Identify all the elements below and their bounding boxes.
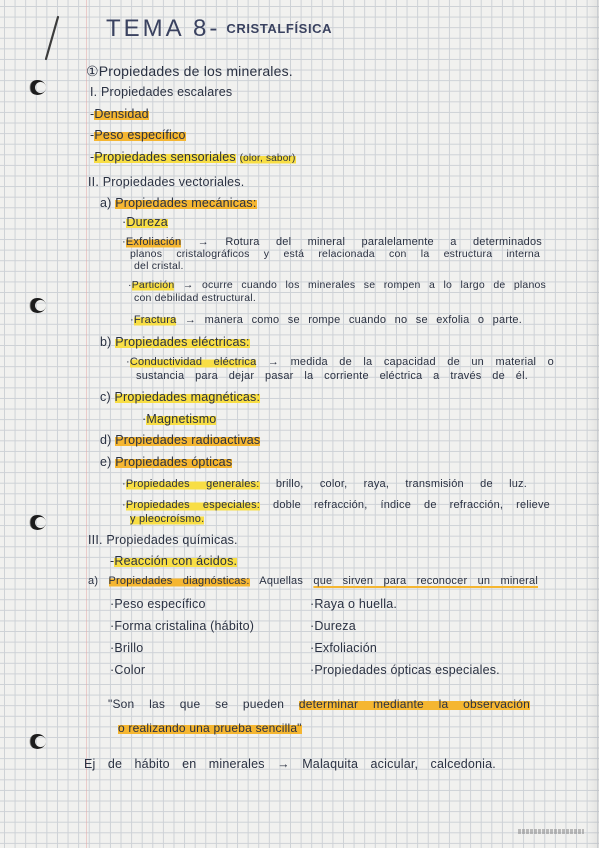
- list-item-label: Brillo: [114, 641, 144, 655]
- subheading-marker: a): [88, 575, 99, 587]
- title-topic: CRISTALFÍSICA: [226, 21, 333, 36]
- list-item: [142, 411, 216, 427]
- dash-bullet: -: [90, 150, 95, 164]
- quote-text: o realizando una prueba sencilla": [118, 721, 302, 735]
- quote-line: [108, 696, 530, 712]
- heading-vector-properties: II. Propiedades vectoriales.: [88, 175, 245, 189]
- quote-line: [118, 720, 302, 736]
- definition-text: doble refracción, índice de refracción, relieve: [273, 499, 550, 511]
- term-special-properties: Propiedades especiales:: [125, 499, 261, 511]
- subheading-label: Propiedades magnéticas:: [114, 390, 261, 404]
- subheading-label: Propiedades diagnósticas:: [108, 575, 250, 587]
- example-line: [84, 756, 496, 772]
- list-item: [310, 596, 397, 612]
- subheading-radioactive: [100, 432, 260, 448]
- binder-hole: [29, 515, 46, 530]
- optical-general-line: [122, 477, 527, 491]
- list-item: [110, 618, 254, 634]
- margin-line: [86, 0, 87, 848]
- definition-text: manera como se rompe cuando no se exfolia o parte.: [204, 314, 523, 326]
- list-item-label: Forma cristalina (hábito): [114, 619, 255, 633]
- definition-text: Rotura del mineral paralelamente a determinados: [225, 236, 543, 248]
- dot-bullet: ·: [122, 215, 127, 229]
- term-general-properties: Propiedades generales:: [125, 478, 260, 490]
- cleavage-definition-line: [122, 235, 542, 249]
- dot-bullet: ·: [142, 412, 147, 426]
- dash-bullet: -: [90, 128, 95, 142]
- definition-text: que sirven para reconocer un mineral: [313, 575, 539, 587]
- dot-bullet: ·: [122, 478, 126, 490]
- page-title: [106, 14, 332, 44]
- subheading-optical: [100, 454, 232, 470]
- subheading-mechanical: [100, 195, 257, 211]
- right-arrow-icon: →: [267, 356, 280, 368]
- term-conductivity: Conductividad eléctrica: [129, 356, 257, 368]
- list-item-label: Propiedades sensoriales: [94, 150, 236, 164]
- parting-definition-line: [128, 279, 546, 292]
- definition-text: ocurre cuando los minerales se rompen a lo largo de planos: [202, 279, 547, 291]
- list-item: [110, 596, 206, 612]
- subheading-magnetic: [100, 389, 260, 405]
- dot-bullet: ·: [122, 499, 126, 511]
- title-lead: TEMA 8-: [106, 15, 221, 42]
- list-item-label: Propiedades ópticas especiales.: [314, 663, 500, 677]
- list-item-note: (olor, sabor): [239, 153, 296, 164]
- subheading-marker: b): [100, 335, 112, 349]
- definition-text: brillo, color, raya, transmisión de luz.: [275, 478, 527, 490]
- list-item: [110, 640, 143, 656]
- definition-lead: Aquellas: [259, 575, 304, 587]
- subheading-marker: a): [100, 196, 112, 210]
- list-item-label: Peso específico: [114, 597, 206, 611]
- dot-bullet: ·: [310, 641, 315, 655]
- optical-special-line: [122, 498, 550, 512]
- right-arrow-icon: →: [277, 757, 290, 771]
- section-heading: [86, 62, 293, 80]
- subheading-label: Propiedades radioactivas: [115, 433, 261, 447]
- fracture-definition-line: [130, 313, 522, 327]
- section-label: Propiedades de los minerales.: [98, 63, 293, 79]
- right-arrow-icon: →: [184, 314, 197, 326]
- subheading-label: Propiedades eléctricas:: [115, 335, 250, 349]
- term-hardness: Dureza: [126, 215, 168, 229]
- list-item-label: Raya o huella.: [314, 597, 398, 611]
- conductivity-definition-line: [126, 355, 554, 369]
- term-parting: Partición: [131, 279, 175, 291]
- dash-bullet: -: [90, 107, 95, 121]
- dot-bullet: ·: [126, 356, 130, 368]
- list-item-label: Dureza: [314, 619, 356, 633]
- quote-text: "Son las que se pueden: [108, 697, 285, 711]
- term-fracture: Fractura: [133, 314, 177, 326]
- list-item-label: Peso específico: [94, 128, 186, 142]
- example-lead: Ej de hábito en minerales: [84, 757, 265, 771]
- diagnostic-heading-line: [88, 574, 538, 588]
- list-item-label: Densidad: [94, 107, 149, 121]
- list-item-label: Exfoliación: [314, 641, 378, 655]
- subheading-electrical: [100, 334, 250, 350]
- parting-definition-line: con debilidad estructural.: [134, 292, 256, 304]
- binder-hole: [29, 80, 46, 95]
- watermark-mark: [518, 829, 584, 834]
- heading-scalar-properties: I. Propiedades escalares: [90, 85, 233, 99]
- list-item: [90, 127, 186, 143]
- dot-bullet: ·: [110, 663, 115, 677]
- list-item-label: Reacción con ácidos.: [114, 554, 238, 568]
- right-arrow-icon: →: [197, 236, 209, 248]
- dot-bullet: ·: [110, 597, 115, 611]
- dot-bullet: ·: [310, 619, 315, 633]
- binder-hole: [29, 298, 46, 313]
- cleavage-definition-line: planos cristalográficos y está relacionada con la estructura interna: [130, 248, 540, 260]
- dot-bullet: ·: [310, 597, 315, 611]
- list-item: [110, 662, 145, 678]
- dot-bullet: ·: [128, 279, 132, 291]
- dot-bullet: ·: [310, 663, 315, 677]
- page-edge-shadow: [587, 0, 599, 848]
- conductivity-definition-line: sustancia para dejar pasar la corriente eléctrica a través de él.: [136, 370, 528, 382]
- pencil-stroke: [38, 14, 68, 64]
- subheading-label: Propiedades ópticas: [115, 455, 233, 469]
- subheading-marker: c): [100, 390, 111, 404]
- list-item: [90, 106, 149, 122]
- dot-bullet: ·: [110, 619, 115, 633]
- dash-bullet: -: [110, 554, 115, 568]
- dot-bullet: ·: [110, 641, 115, 655]
- optical-special-line: [130, 512, 204, 526]
- list-item: [90, 149, 296, 167]
- list-item: [310, 618, 356, 634]
- subheading-marker: e): [100, 455, 112, 469]
- list-item: [122, 214, 168, 230]
- list-item: [110, 553, 237, 569]
- term-magnetism: Magnetismo: [146, 412, 217, 426]
- cleavage-definition-line: del cristal.: [134, 260, 184, 272]
- list-item: [310, 662, 500, 678]
- example-text: Malaquita acicular, calcedonia.: [302, 757, 496, 771]
- binder-hole: [29, 734, 46, 749]
- quote-highlight: determinar mediante la observación: [298, 697, 530, 711]
- dot-bullet: ·: [130, 314, 134, 326]
- list-item-label: Color: [114, 663, 146, 677]
- heading-chemical-properties: III. Propiedades químicas.: [88, 533, 238, 547]
- term-cleavage: Exfoliación: [125, 236, 182, 248]
- definition-text: medida de la capacidad de un material o: [290, 356, 554, 368]
- dot-bullet: ·: [122, 236, 126, 248]
- section-number: ①: [86, 63, 99, 79]
- subheading-label: Propiedades mecánicas:: [115, 196, 257, 210]
- subheading-marker: d): [100, 433, 112, 447]
- list-item: [310, 640, 377, 656]
- definition-text: y pleocroísmo.: [130, 513, 205, 525]
- right-arrow-icon: →: [182, 279, 194, 291]
